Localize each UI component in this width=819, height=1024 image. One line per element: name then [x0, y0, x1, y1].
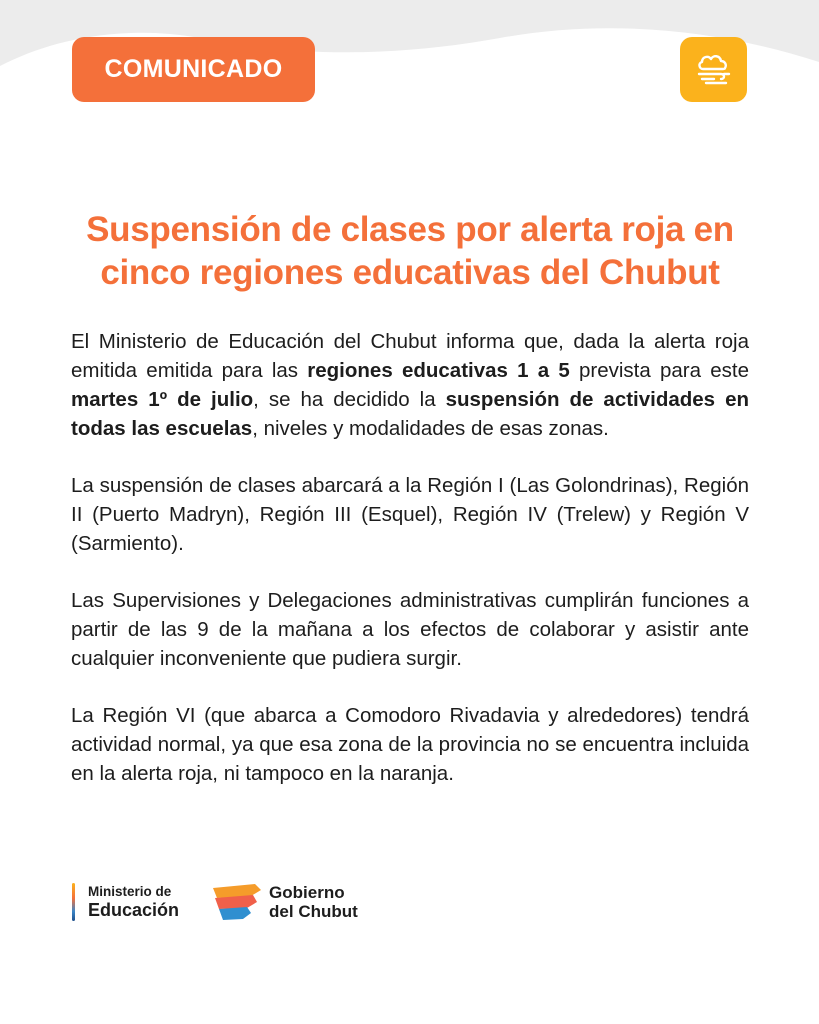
gobierno-line-1: Gobierno — [269, 883, 345, 902]
paragraph-3: Las Supervisiones y Delegaciones administrativas cumplirán funciones a partir de las 9 de la mañana a los efectos de colaborar y asistir ante cualquier inconveniente que pudiera surgir. — [71, 589, 749, 670]
headline — [60, 208, 760, 294]
headline-line-2: cinco regiones educativas del Chubut — [100, 253, 720, 292]
p1-text-1: El Ministerio de Educación del Chubut informa que, dada la alerta roja emitida emitida para las — [71, 330, 749, 382]
p1-text-4: , niveles y modalidades de esas zonas. — [252, 417, 609, 440]
announcement-body — [71, 327, 749, 816]
p1-bold-2: martes 1º de julio — [71, 388, 254, 411]
p1-text-3: , se ha decidido la — [253, 388, 446, 411]
comunicado-badge — [72, 37, 315, 102]
chubut-map-logo-icon — [211, 882, 263, 922]
cloud-wind-icon — [680, 37, 747, 102]
ministry-color-bar — [72, 883, 75, 921]
paragraph-4: La Región VI (que abarca a Comodoro Rivadavia y alrededores) tendrá actividad normal, ya que esa zona de la provincia no se encuentra incluida en la alerta roja, ni tampoco en la naranja. — [71, 704, 749, 785]
ministry-line-2: Educación — [88, 900, 180, 920]
headline-line-1: Suspensión de clases por alerta roja en — [86, 210, 734, 249]
p1-bold-1: regiones educativas 1 a 5 — [307, 359, 570, 382]
footer-logos — [72, 880, 358, 924]
p1-bold-3: suspensión de actividades en todas las escuelas — [71, 388, 749, 440]
gobierno-line-2: del Chubut — [269, 902, 358, 921]
ministerio-educacion-logo — [72, 883, 179, 921]
gobierno-chubut-logo — [211, 882, 358, 922]
paragraph-1 — [71, 327, 749, 443]
ministry-line-1: Ministerio de — [88, 884, 172, 899]
p1-text-2: prevista para este — [569, 359, 749, 382]
paragraph-2: La suspensión de clases abarcará a la Región I (Las Golondrinas), Región II (Puerto Madryn), Región III (Esquel), Región IV (Trelew) y Región V (Sarmiento). — [71, 474, 749, 555]
badge-label: COMUNICADO — [104, 55, 283, 83]
